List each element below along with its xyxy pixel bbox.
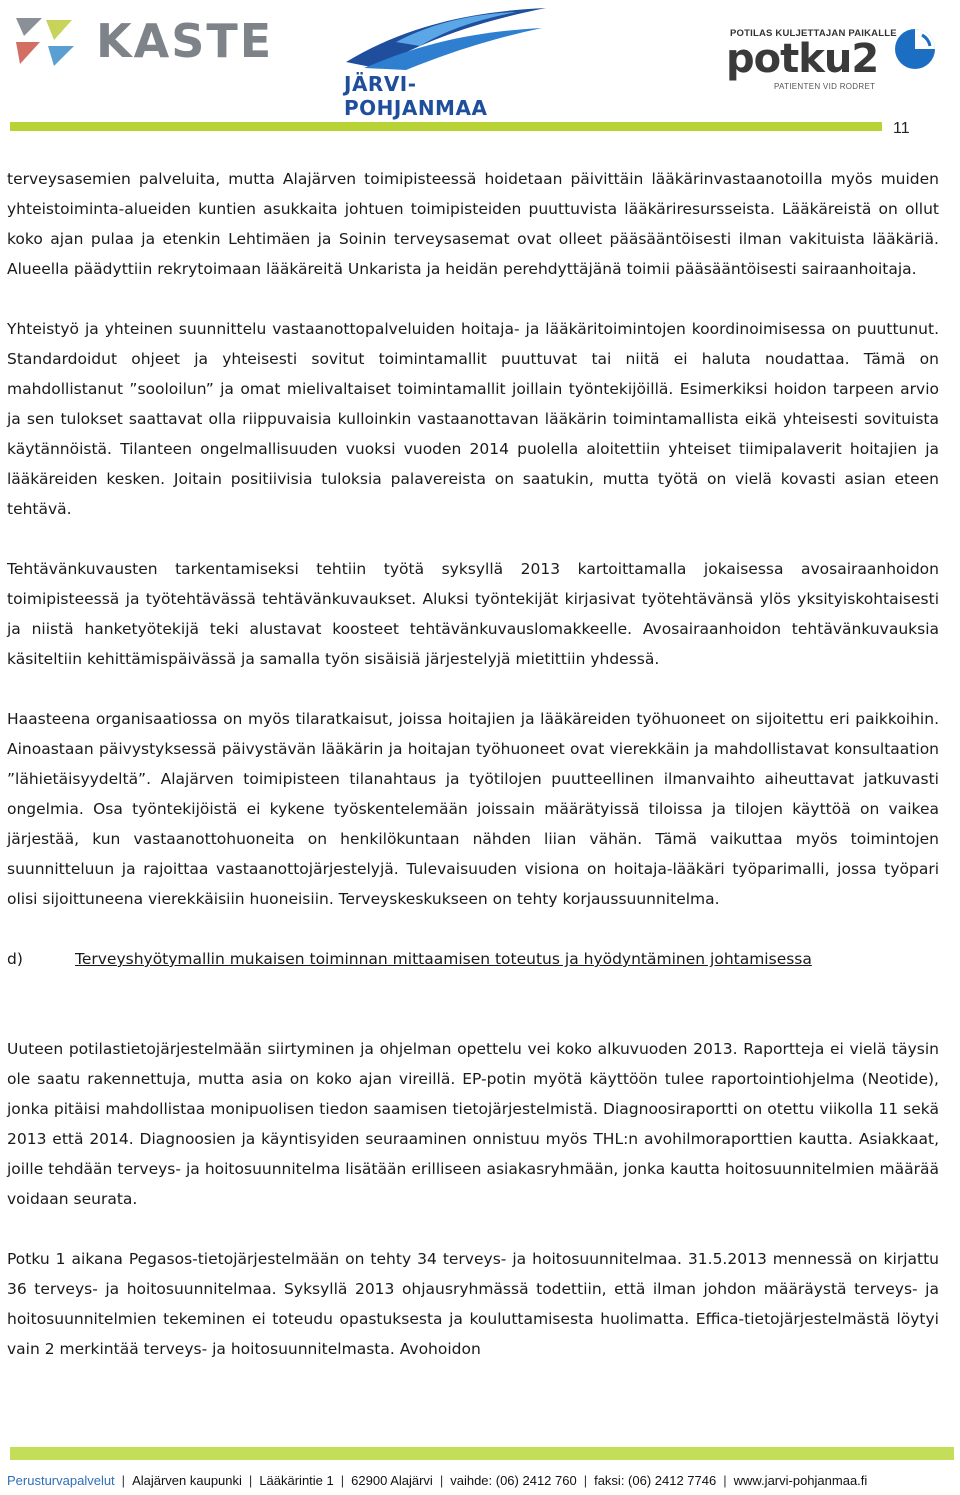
footer-phone: vaihde: (06) 2412 760 [450, 1473, 577, 1488]
footer-separator: | [121, 1473, 126, 1488]
footer-separator: | [723, 1473, 727, 1488]
paragraph: terveysasemien palveluita, mutta Alajärven toimipisteessä hoidetaan päivittäin lääkärinvastaanotoilla myös muiden yhteistoiminta-alueiden kuntien asukkaita johtuen toimipisteiden puuttuvista lääkäriresursseista. Lääkäreistä on ollut koko ajan pulaa ja etenkin Lehtimäen ja Soinin terveysasemat ovat olleet pääsääntöisesti ilman vakituista lääkäriä. Alueella päädyttiin rekrytoimaan lääkäreitä Unkarista ja heidän perehdyttäjänä toimii pääsääntöisesti sairaanhoitaja. [7, 170, 939, 278]
footer-separator: | [248, 1473, 253, 1488]
footer-org: Perusturvapalvelut [7, 1473, 115, 1488]
footer-separator: | [340, 1473, 345, 1488]
paragraph: Haasteena organisaatiossa on myös tilaratkaisut, joissa hoitajien ja lääkäreiden työhuoneet on sijoitettu eri paikkoihin. Ainoastaan päivystyksessä päivystävän lääkärin ja hoitajan työhuoneet ovat vierekkäin ja mahdollistavat konsultaation ”lähietäisyydeltä”. Alajärven toimipisteen tilanahtaus ja työtilojen puutteellinen ilmanvaihto aiheuttavat jatkuvasti ongelmia. Osa työntekijöistä ei kykene työskentelemään joissain määrätyissä tiloissa ja tilojen käyttöä on vaikea järjestää, kun vastaanottohuoneita on henkilökuntaan nähden liian vähän. Tämä vaikuttaa myös toimintojen suunnitteluun ja rajoittaa vastaanottojärjestelyjä. Tulevaisuuden visiona on hoitaja-lääkäri työparimalli, jossa työpari olisi sijoittuneena vierekkäisiin huoneisiin. Terveyskeskukseen on tehty korjaussuunnitelma. [7, 710, 939, 908]
jarvi-pohjanmaa-wave-icon [336, 2, 556, 72]
section-title: Terveyshyötymallin mukaisen toiminnan mittaamisen toteutus ja hyödyntäminen johtamisessa [75, 950, 812, 968]
footer-separator: | [583, 1473, 588, 1488]
footer-fax: faksi: (06) 2412 7746 [594, 1473, 717, 1488]
section-letter: d) [7, 950, 23, 968]
potku2-tagline-bottom: PATIENTEN VID RODRET [774, 82, 876, 91]
footer-postcode: 62900 Alajärvi [351, 1473, 433, 1488]
paragraph: Yhteistyö ja yhteinen suunnittelu vastaanottopalveluiden hoitaja- ja lääkäritoimintojen koordinoimisessa on puuttunut. Standardoidut ohjeet ja yhteisesti sovitut toimintamallit puuttuvat tai niitä ei haluta noudattaa. Tämä on mahdollistanut ”sooloilun” ja omat mielivaltaiset toimintamallit joillain työntekijöillä. Esimerkiksi hoidon tarpeen arvio ja sen tulokset saattavat olla riippuvaisia kulloinkin vastaanottavan lääkärin toimintamallista eikä yhteisesti sovituista käytännöistä. Tilanteen ongelmallisuuden vuoksi vuoden 2014 puolella aloitettiin yhteiset tiimipalaverit hoitajien ja lääkäreiden kesken. Joitain positiivisia tuloksia palavereista on saatukin, mutta työtä on vielä kovasti asian eteen tehtävä. [7, 320, 939, 518]
footer-address: Lääkärintie 1 [259, 1473, 334, 1488]
header-rule [10, 122, 882, 131]
footer-rule [10, 1447, 954, 1460]
kaste-logo [10, 12, 274, 72]
footer-website: www.jarvi-pohjanmaa.fi [733, 1473, 868, 1488]
page-number: 11 [893, 120, 910, 137]
paragraph: Uuteen potilastietojärjestelmään siirtyminen ja ohjelman opettelu vei koko alkuvuoden 2013. Raportteja ei vielä täysin ole saatu rakennettuja, mutta asia on koko ajan vireillä. EP-potin myötä käyttöön tulee raportointiohjelma (Neotide), jonka pitäisi mahdollistaa monipuolisen tiedon saamisen tietojärjestelmistä. Diagnoosiraportti on otettu viikolla 11 sekä 2013 että 2014. Diagnoosien ja käyntisyiden seuraaminen onnistuu myös THL:n avohilmoraporttien kautta. Asiakkaat, joille tehdään terveys- ja hoitosuunnitelma lisätään erilliseen asiakasryhmään, jonka kautta hoitosuunnitelmien määrää voidaan seurata. [7, 1040, 939, 1208]
potku-circle-icon [892, 26, 938, 72]
potku2-logo [722, 18, 947, 98]
kaste-logo-text: KASTE [96, 14, 274, 68]
page-footer [7, 1473, 953, 1488]
jarvi-pohjanmaa-logo-text: JÄRVI-POHJANMAA [344, 72, 488, 120]
section-heading [7, 944, 939, 974]
document-body [7, 164, 939, 1364]
kaste-swoosh-icon [10, 12, 90, 72]
page-header [0, 0, 960, 137]
jarvi-pohjanmaa-logo [336, 2, 556, 120]
footer-separator: | [439, 1473, 444, 1488]
potku2-logo-text: potku2 [726, 36, 879, 82]
potku2-tagline-top: POTILAS KULJETTAJAN PAIKALLE [730, 28, 897, 39]
footer-city: Alajärven kaupunki [132, 1473, 242, 1488]
paragraph: Potku 1 aikana Pegasos-tietojärjestelmään on tehty 34 terveys- ja hoitosuunnitelmaa. 31.5.2013 mennessä on kirjattu 36 terveys- ja hoitosuunnitelmaa. Syksyllä 2013 ohjausryhmässä todettiin, että ilman johdon määräystä terveys- ja hoitosuunnitelmien tekeminen ei toteudu opastuksesta ja kouluttamisesta huolimatta. Effica-tietojärjestelmästä löytyi vain 2 merkintää terveys- ja hoitosuunnitelmasta. Avohoidon [7, 1250, 939, 1358]
paragraph: Tehtävänkuvausten tarkentamiseksi tehtiin työtä syksyllä 2013 kartoittamalla jokaisessa avosairaanhoidon toimipisteessä ja työtehtävässä tehtävänkuvaukset. Aluksi työntekijät kirjasivat työtehtävänsä ylös yksityiskohtaisesti ja niistä hanketyötekijä teki alustavat koosteet tehtävänkuvauslomakkeelle. Avosairaanhoidon tehtävänkuvauksia käsiteltiin kehittämispäivässä ja samalla työn sisäisiä järjestelyjä mietittiin yhdessä. [7, 560, 939, 668]
